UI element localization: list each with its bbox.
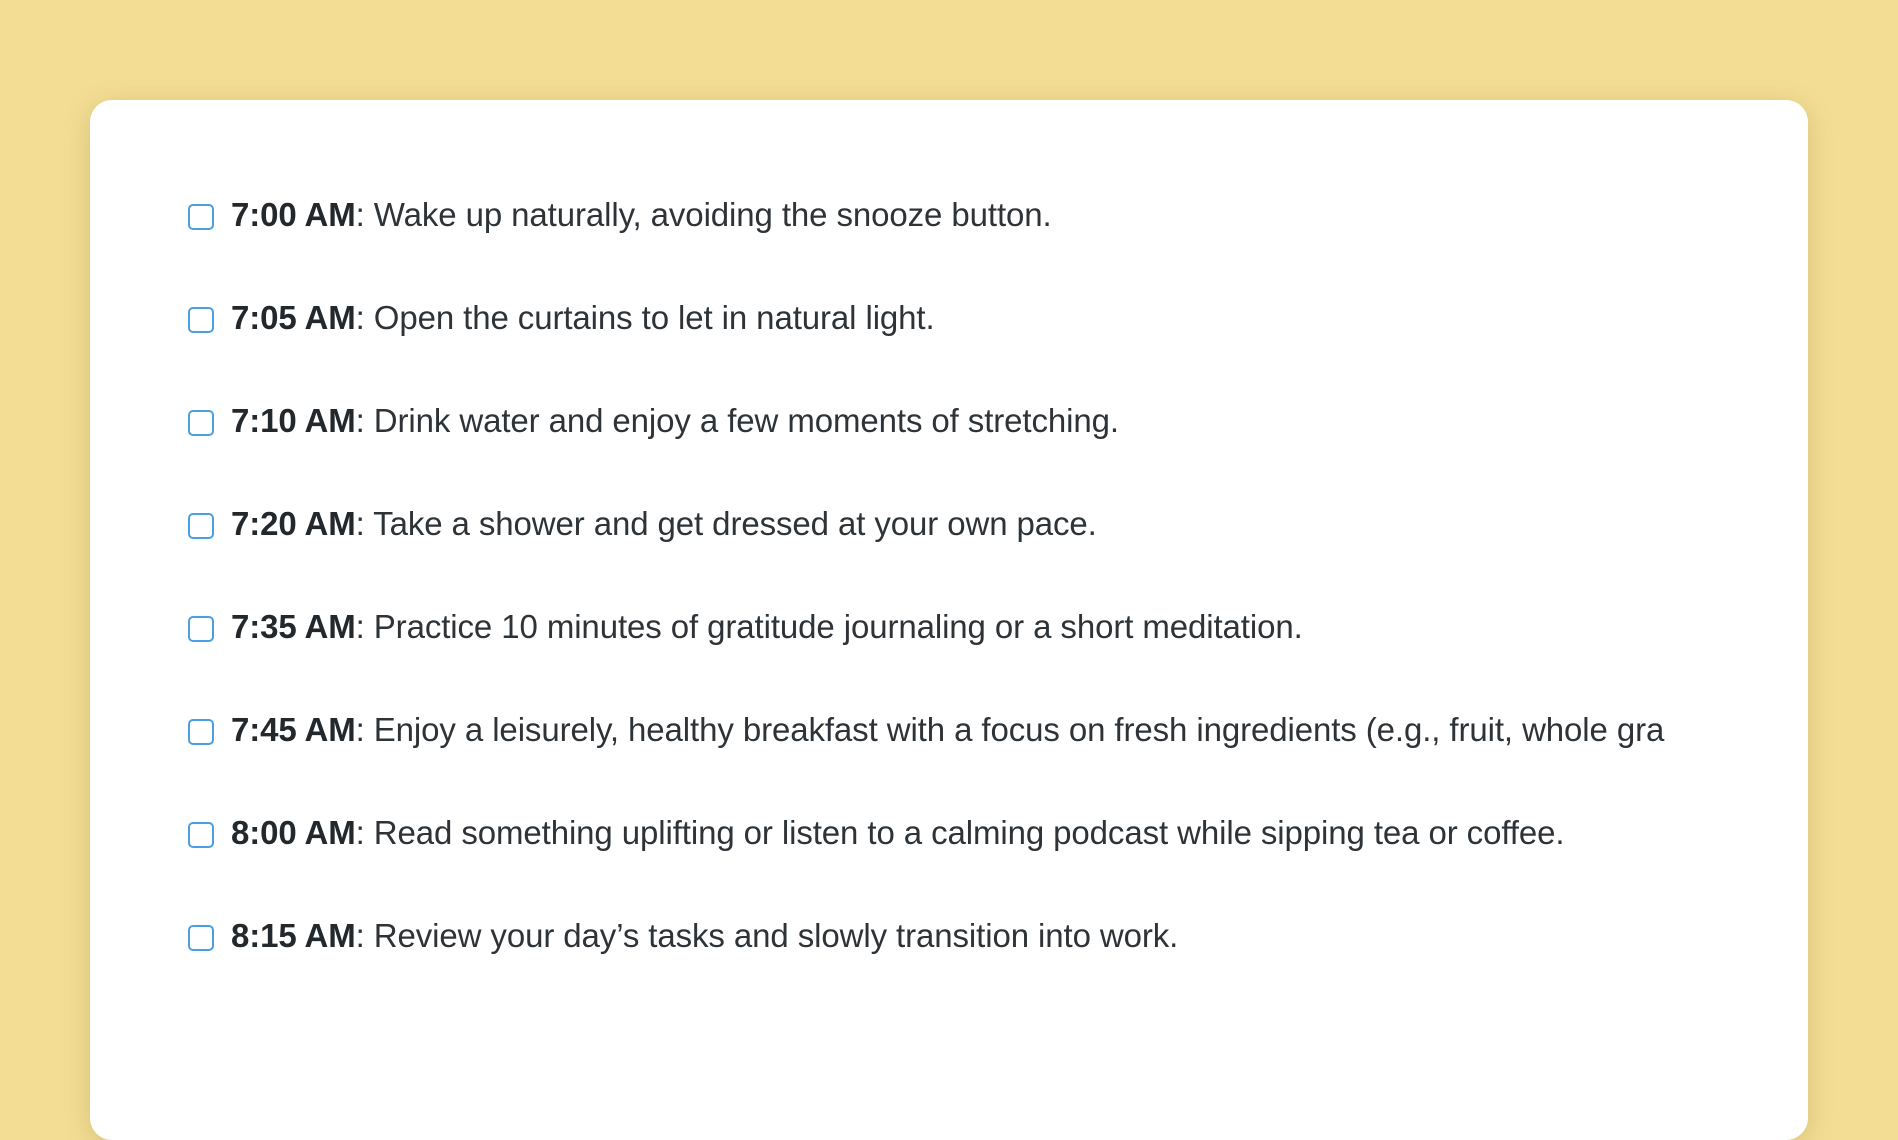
task-checkbox[interactable]: [188, 513, 214, 539]
task-description: Drink water and enjoy a few moments of stretching.: [374, 402, 1119, 439]
task-checkbox[interactable]: [188, 307, 214, 333]
task-time: 7:45 AM: [231, 711, 356, 748]
task-checkbox[interactable]: [188, 410, 214, 436]
task-checkbox[interactable]: [188, 204, 214, 230]
list-item[interactable]: [188, 192, 1808, 295]
task-time: 8:00 AM: [231, 814, 356, 851]
task-separator: :: [356, 917, 374, 954]
task-description: Enjoy a leisurely, healthy breakfast with a focus on fresh ingredients (e.g., fruit, whole gra: [374, 711, 1665, 748]
task-label: [231, 913, 1178, 959]
task-label: [231, 192, 1052, 238]
task-label: [231, 398, 1119, 444]
task-time: 8:15 AM: [231, 917, 356, 954]
task-label: [231, 604, 1303, 650]
task-description: Review your day’s tasks and slowly transition into work.: [374, 917, 1178, 954]
task-time: 7:10 AM: [231, 402, 356, 439]
task-label: [231, 295, 935, 341]
task-separator: :: [356, 299, 374, 336]
task-label: [231, 707, 1664, 753]
list-item[interactable]: [188, 501, 1808, 604]
task-description: Open the curtains to let in natural light.: [374, 299, 935, 336]
list-item[interactable]: [188, 398, 1808, 501]
task-checkbox[interactable]: [188, 719, 214, 745]
task-checkbox[interactable]: [188, 925, 214, 951]
task-time: 7:00 AM: [231, 196, 356, 233]
checklist: [188, 192, 1808, 1016]
list-item[interactable]: [188, 913, 1808, 1016]
task-label: [231, 810, 1564, 856]
list-item[interactable]: [188, 604, 1808, 707]
task-time: 7:20 AM: [231, 505, 356, 542]
task-separator: :: [356, 505, 374, 542]
task-separator: :: [356, 196, 374, 233]
task-separator: :: [356, 608, 374, 645]
task-label: [231, 501, 1097, 547]
task-separator: :: [356, 814, 374, 851]
task-checkbox[interactable]: [188, 822, 214, 848]
list-item[interactable]: [188, 707, 1808, 810]
task-checkbox[interactable]: [188, 616, 214, 642]
task-time: 7:05 AM: [231, 299, 356, 336]
task-separator: :: [356, 711, 374, 748]
task-description: Wake up naturally, avoiding the snooze button.: [374, 196, 1052, 233]
list-item[interactable]: [188, 810, 1808, 913]
content-card: [90, 100, 1808, 1140]
task-time: 7:35 AM: [231, 608, 356, 645]
list-item[interactable]: [188, 295, 1808, 398]
task-description: Read something uplifting or listen to a calming podcast while sipping tea or coffee.: [374, 814, 1565, 851]
task-description: Take a shower and get dressed at your own pace.: [373, 505, 1097, 542]
task-separator: :: [356, 402, 374, 439]
task-description: Practice 10 minutes of gratitude journaling or a short meditation.: [374, 608, 1303, 645]
